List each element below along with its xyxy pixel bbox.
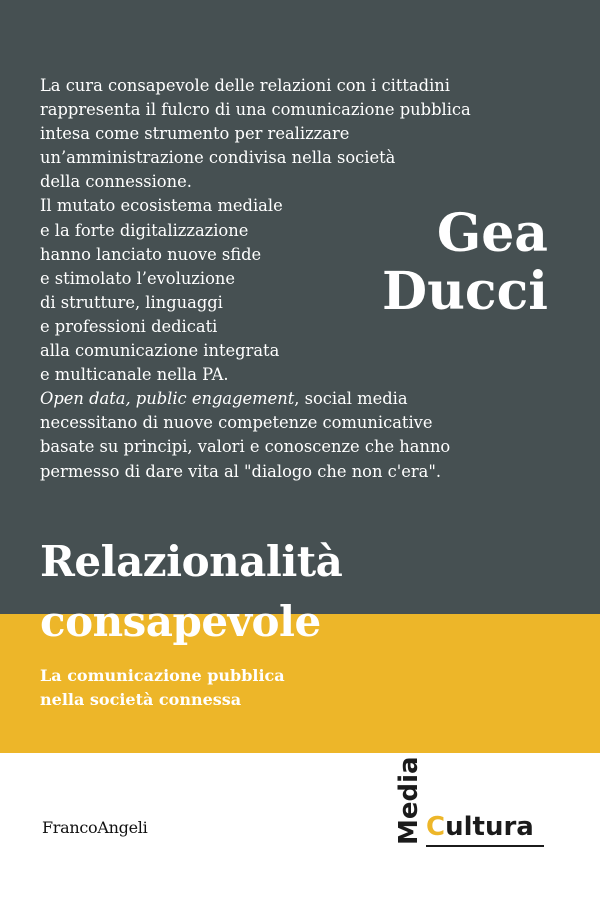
blurb-line: La cura consapevole delle relazioni con i cittadini [40,76,450,95]
author-first-name: Gea [436,203,548,264]
subtitle-line-2: nella società connessa [40,690,242,709]
series-logo-accent-letter: C [426,812,446,842]
book-title [40,532,342,652]
blurb-line: e stimolato l’evoluzione [40,268,236,288]
title-line-2: consapevole [40,597,321,646]
series-logo-vertical-word: Media [394,756,424,845]
series-logo-rule [426,845,544,847]
subtitle-line-1: La comunicazione pubblica [40,666,285,685]
blurb-line: necessitano di nuove competenze comunicative [40,413,433,433]
blurb-line: hanno lanciato nuove sfide [40,244,262,264]
blurb-line: e multicanale nella PA. [40,365,229,385]
blurb-line: basate su principi, valori e conoscenze che hanno [40,437,451,457]
blurb-italic-phrase: Open data, public engagement [40,389,295,409]
blurb-line: della connessione. [40,172,192,192]
blurb-line: alla comunicazione integrata [40,341,280,361]
blurb-line: intesa come strumento per realizzare [40,124,350,144]
blurb-line: e professioni dedicati [40,316,218,336]
blurb-line-rest: , social media [294,389,408,409]
series-logo-horizontal-word [426,812,534,842]
blurb-line: permesso di dare vita al "dialogo che non c'era". [40,461,442,481]
series-logo-rest: ultura [445,812,534,842]
author-last-name: Ducci [382,261,548,322]
blurb-line: di strutture, linguaggi [40,292,223,312]
blurb-line-mixed [40,387,540,411]
book-subtitle [40,664,285,712]
blurb-line: Il mutato ecosistema mediale [40,196,283,216]
blurb-line: rappresenta il fulcro di una comunicazione pubblica [40,100,471,120]
publisher-logo: FrancoAngeli [42,818,148,837]
blurb-line: un’amministrazione condivisa nella società [40,148,396,168]
blurb-line: e la forte digitalizzazione [40,220,249,240]
title-line-1: Relazionalità [40,537,343,586]
author-name [382,205,548,321]
